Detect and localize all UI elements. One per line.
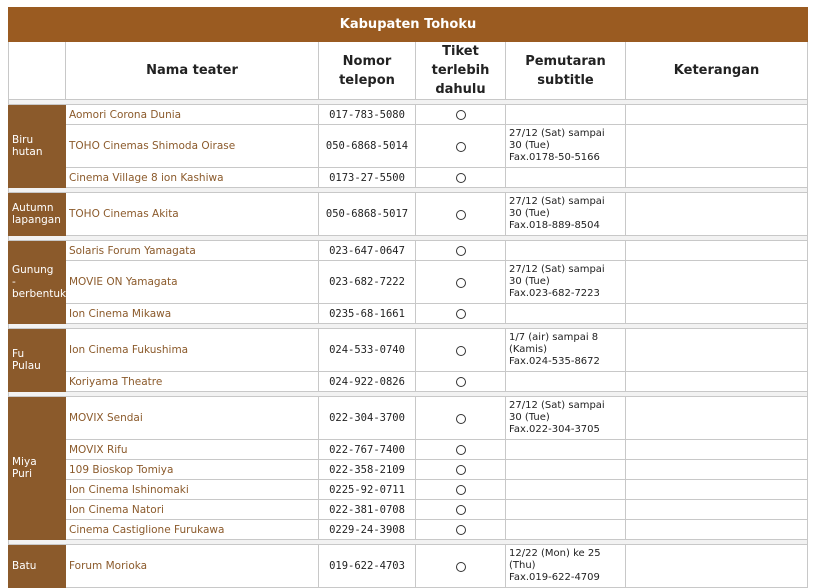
notes-cell	[626, 125, 808, 168]
advance-ticket-cell	[416, 105, 506, 125]
theater-name-link[interactable]: Ion Cinema Fukushima	[66, 329, 319, 372]
header-region	[9, 42, 66, 100]
phone-number: 023-682-7222	[319, 261, 416, 304]
phone-number: 022-304-3700	[319, 397, 416, 440]
theater-name-link[interactable]: Cinema Village 8 ion Kashiwa	[66, 168, 319, 188]
notes-cell	[626, 261, 808, 304]
table-row	[9, 520, 808, 540]
notes-cell	[626, 105, 808, 125]
notes-cell	[626, 500, 808, 520]
available-circle-icon	[456, 309, 466, 319]
table-row	[9, 241, 808, 261]
notes-cell	[626, 329, 808, 372]
theater-name-link[interactable]: Ion Cinema Mikawa	[66, 304, 319, 324]
header-subtitle: Pemutaran subtitle	[506, 42, 626, 100]
region-label: Miya Puri	[9, 397, 66, 540]
theater-table	[8, 7, 808, 588]
theater-name-link[interactable]: Koriyama Theatre	[66, 372, 319, 392]
subtitle-info: 27/12 (Sat) sampai 30 (Tue) Fax.022-304-3705	[506, 397, 626, 440]
available-circle-icon	[456, 505, 466, 515]
subtitle-info	[506, 500, 626, 520]
theater-name-link[interactable]: TOHO Cinemas Shimoda Oirase	[66, 125, 319, 168]
phone-number: 017-783-5080	[319, 105, 416, 125]
subtitle-info: 27/12 (Sat) sampai 30 (Tue) Fax.0178-50-5166	[506, 125, 626, 168]
table-row	[9, 304, 808, 324]
notes-cell	[626, 193, 808, 236]
available-circle-icon	[456, 485, 466, 495]
subtitle-info	[506, 105, 626, 125]
phone-number: 024-922-0826	[319, 372, 416, 392]
subtitle-info	[506, 440, 626, 460]
phone-number: 023-647-0647	[319, 241, 416, 261]
theater-name-link[interactable]: MOVIE ON Yamagata	[66, 261, 319, 304]
subtitle-info: 27/12 (Sat) sampai 30 (Tue) Fax.023-682-7223	[506, 261, 626, 304]
subtitle-info	[506, 241, 626, 261]
subtitle-info	[506, 372, 626, 392]
notes-cell	[626, 545, 808, 588]
header-phone: Nomor telepon	[319, 42, 416, 100]
notes-cell	[626, 520, 808, 540]
notes-cell	[626, 372, 808, 392]
table-row	[9, 105, 808, 125]
available-circle-icon	[456, 246, 466, 256]
theater-name-link[interactable]: Cinema Castiglione Furukawa	[66, 520, 319, 540]
theater-name-link[interactable]: MOVIX Sendai	[66, 397, 319, 440]
table-row	[9, 125, 808, 168]
available-circle-icon	[456, 465, 466, 475]
theater-name-link[interactable]: Aomori Corona Dunia	[66, 105, 319, 125]
advance-ticket-cell	[416, 168, 506, 188]
advance-ticket-cell	[416, 241, 506, 261]
available-circle-icon	[456, 414, 466, 424]
notes-cell	[626, 241, 808, 261]
region-label: Biru hutan	[9, 105, 66, 188]
theater-name-link[interactable]: Ion Cinema Natori	[66, 500, 319, 520]
theater-list	[8, 7, 807, 588]
theater-name-link[interactable]: Forum Morioka	[66, 545, 319, 588]
available-circle-icon	[456, 142, 466, 152]
notes-cell	[626, 168, 808, 188]
phone-number: 0229-24-3908	[319, 520, 416, 540]
theater-name-link[interactable]: Ion Cinema Ishinomaki	[66, 480, 319, 500]
table-row	[9, 397, 808, 440]
region-label: Fu Pulau	[9, 329, 66, 392]
advance-ticket-cell	[416, 193, 506, 236]
available-circle-icon	[456, 173, 466, 183]
advance-ticket-cell	[416, 261, 506, 304]
region-label: Batu	[9, 545, 66, 588]
available-circle-icon	[456, 377, 466, 387]
table-row	[9, 193, 808, 236]
advance-ticket-cell	[416, 440, 506, 460]
table-row	[9, 372, 808, 392]
advance-ticket-cell	[416, 545, 506, 588]
subtitle-info: 12/22 (Mon) ke 25 (Thu) Fax.019-622-4709	[506, 545, 626, 588]
table-row	[9, 480, 808, 500]
phone-number: 0235-68-1661	[319, 304, 416, 324]
phone-number: 022-381-0708	[319, 500, 416, 520]
advance-ticket-cell	[416, 397, 506, 440]
phone-number: 050-6868-5014	[319, 125, 416, 168]
subtitle-info	[506, 480, 626, 500]
notes-cell	[626, 480, 808, 500]
available-circle-icon	[456, 346, 466, 356]
table-row	[9, 329, 808, 372]
phone-number: 022-767-7400	[319, 440, 416, 460]
available-circle-icon	[456, 278, 466, 288]
available-circle-icon	[456, 562, 466, 572]
header-row	[9, 42, 808, 100]
phone-number: 0225-92-0711	[319, 480, 416, 500]
table-row	[9, 460, 808, 480]
advance-ticket-cell	[416, 480, 506, 500]
table-row	[9, 168, 808, 188]
advance-ticket-cell	[416, 500, 506, 520]
header-advance-ticket: Tiket terlebih dahulu	[416, 42, 506, 100]
subtitle-info: 1/7 (air) sampai 8 (Kamis) Fax.024-535-8672	[506, 329, 626, 372]
advance-ticket-cell	[416, 520, 506, 540]
notes-cell	[626, 460, 808, 480]
subtitle-info	[506, 460, 626, 480]
theater-name-link[interactable]: Solaris Forum Yamagata	[66, 241, 319, 261]
notes-cell	[626, 440, 808, 460]
phone-number: 0173-27-5500	[319, 168, 416, 188]
table-title: Kabupaten Tohoku	[9, 8, 808, 42]
available-circle-icon	[456, 445, 466, 455]
header-notes: Keterangan	[626, 42, 808, 100]
theater-name-link[interactable]: TOHO Cinemas Akita	[66, 193, 319, 236]
subtitle-info	[506, 520, 626, 540]
phone-number: 022-358-2109	[319, 460, 416, 480]
region-label: Gunung - berbentuk	[9, 241, 66, 324]
table-row	[9, 261, 808, 304]
phone-number: 024-533-0740	[319, 329, 416, 372]
table-row	[9, 440, 808, 460]
advance-ticket-cell	[416, 304, 506, 324]
available-circle-icon	[456, 525, 466, 535]
subtitle-info	[506, 168, 626, 188]
phone-number: 019-622-4703	[319, 545, 416, 588]
advance-ticket-cell	[416, 372, 506, 392]
subtitle-info: 27/12 (Sat) sampai 30 (Tue) Fax.018-889-8504	[506, 193, 626, 236]
region-label: Autumn lapangan	[9, 193, 66, 236]
advance-ticket-cell	[416, 329, 506, 372]
advance-ticket-cell	[416, 125, 506, 168]
header-name: Nama teater	[66, 42, 319, 100]
notes-cell	[626, 397, 808, 440]
table-row	[9, 545, 808, 588]
available-circle-icon	[456, 210, 466, 220]
advance-ticket-cell	[416, 460, 506, 480]
theater-name-link[interactable]: MOVIX Rifu	[66, 440, 319, 460]
notes-cell	[626, 304, 808, 324]
phone-number: 050-6868-5017	[319, 193, 416, 236]
theater-name-link[interactable]: 109 Bioskop Tomiya	[66, 460, 319, 480]
table-row	[9, 500, 808, 520]
subtitle-info	[506, 304, 626, 324]
available-circle-icon	[456, 110, 466, 120]
